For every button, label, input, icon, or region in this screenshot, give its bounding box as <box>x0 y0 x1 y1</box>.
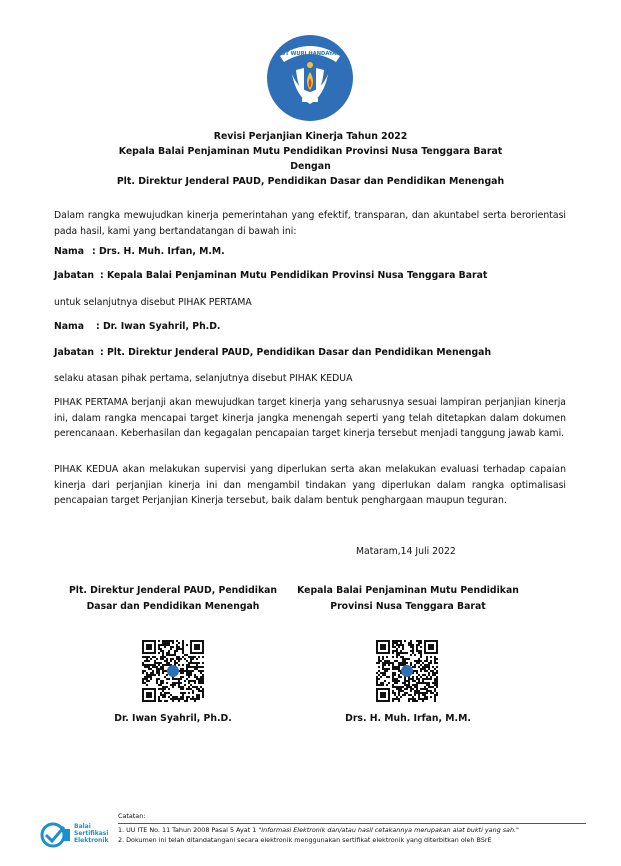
footer-note1: 1. UU ITE No. 11 Tahun 2008 Pasal 5 Ayat 1 "Informasi Elektronik dan/atau hasil cetakannya merupakan alat bukti yang sah." <box>118 826 519 834</box>
qr-code-left <box>142 640 204 702</box>
intro-paragraph: Dalam rangka mewujudkan kinerja pemerintahan yang efektif, transparan, dan akuntabel serta berorientasi pada hasil, kami yang bertandatangan di bawah ini: <box>54 210 566 237</box>
party2-jabatan-label: Jabatan <box>54 347 94 358</box>
pihak-kedua-paragraph: PIHAK KEDUA akan melakukan supervisi yang diperlukan serta akan melakukan evaluasi terhadap capaian kinerja dari perjanjian kinerja ini dan mengambil tindakan yang diperlukan dalam rangka optimalisasi pencapaian target Perjanjian Kinerja tersebut, baik dalam bentuk penghargaan maupun teguran. <box>54 464 566 506</box>
signer-right-name: Drs. H. Muh. Irfan, M.M. <box>345 713 471 724</box>
pihak-pertama-paragraph: PIHAK PERTAMA berjanji akan mewujudkan target kinerja yang seharusnya sesuai lampiran perjanjian kinerja ini, dalam rangka mencapai target kinerja jangka menengah seperti yang telah ditetapkan dalam dokumen perencanaan. Keberhasilan dan kegagalan pencapaian target kinerja tersebut menjadi tanggung jawab kami. <box>54 397 566 439</box>
footer-divider <box>118 823 586 824</box>
footer-note2: 2. Dokumen ini telah ditandatangani secara elektronik menggunakan sertifikat elektronik yang diterbitkan oleh BSrE <box>118 836 492 844</box>
tut-wuri-handayani-logo <box>266 34 354 122</box>
document-title: Revisi Perjanjian Kinerja Tahun 2022 <box>213 131 408 142</box>
party2-note: selaku atasan pihak pertama, selanjutnya disebut PIHAK KEDUA <box>54 373 353 384</box>
signer-right-title: Kepala Balai Penjaminan Mutu Pendidikan Provinsi Nusa Tenggara Barat <box>297 585 519 612</box>
party1-jabatan-label: Jabatan <box>54 270 94 281</box>
header-party2: Plt. Direktur Jenderal PAUD, Pendidikan Dasar dan Pendidikan Menengah <box>116 176 505 187</box>
party1-nama-value: : Drs. H. Muh. Irfan, M.M. <box>92 246 225 257</box>
bsre-logo-text: Balai Sertifikasi Elektronik <box>74 823 109 844</box>
footer-catatan: Catatan: <box>118 812 146 820</box>
bsre-logo-icon <box>40 822 72 848</box>
signer-left-title: Plt. Direktur Jenderal PAUD, Pendidikan Dasar dan Pendidikan Menengah <box>68 585 278 612</box>
svg-text:TUT WURI HANDAYANI: TUT WURI HANDAYANI <box>277 51 343 57</box>
qr-code-right <box>376 640 438 702</box>
party2-jabatan-value: : Plt. Direktur Jenderal PAUD, Pendidikan Dasar dan Pendidikan Menengah <box>100 347 492 358</box>
signer-left-name: Dr. Iwan Syahril, Ph.D. <box>114 713 232 724</box>
header-dengan: Dengan <box>290 161 331 172</box>
party2-nama-label: Nama <box>54 321 85 332</box>
party2-nama-value: : Dr. Iwan Syahril, Ph.D. <box>96 321 221 332</box>
party1-note: untuk selanjutnya disebut PIHAK PERTAMA <box>54 297 252 308</box>
party1-jabatan-value: : Kepala Balai Penjaminan Mutu Pendidikan Provinsi Nusa Tenggara Barat <box>100 270 488 281</box>
party1-nama-label: Nama <box>54 246 85 257</box>
place-date: Mataram,14 Juli 2022 <box>356 546 456 557</box>
header-party1: Kepala Balai Penjaminan Mutu Pendidikan Provinsi Nusa Tenggara Barat <box>118 146 503 157</box>
